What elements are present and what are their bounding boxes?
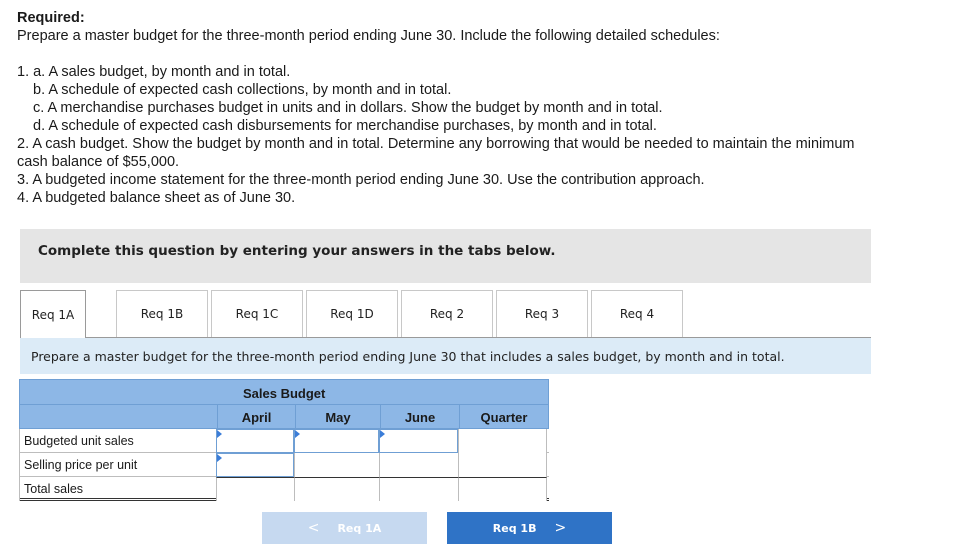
- requirement-item: 3. A budgeted income statement for the three-month period ending June 30. Use the contribution approach.: [17, 172, 705, 188]
- requirements-section: [17, 9, 967, 207]
- tab-req-4[interactable]: Req 4: [591, 290, 683, 337]
- column-headers: [20, 404, 548, 429]
- column-header-may: May: [295, 405, 380, 430]
- row-label-selling-price: Selling price per unit: [19, 453, 216, 477]
- column-header-june: June: [380, 405, 459, 430]
- sales-budget-table: [19, 379, 549, 501]
- next-button-label: Req 1B: [492, 521, 537, 535]
- required-intro: Prepare a master budget for the three-month period ending June 30. Include the following detailed schedules:: [17, 28, 720, 44]
- tab-req-3[interactable]: Req 3: [496, 290, 588, 337]
- requirement-item: c. A merchandise purchases budget in units and in dollars. Show the budget by month and in total.: [33, 100, 663, 116]
- requirement-item: 1. a. A sales budget, by month and in total.: [17, 64, 291, 80]
- requirement-item: 2. A cash budget. Show the budget by month and in total. Determine any borrowing that would be needed to maintain the minimum: [17, 136, 855, 152]
- instruction-text: Complete this question by entering your answers in the tabs below.: [38, 243, 556, 259]
- tab-req-1b[interactable]: Req 1B: [116, 290, 208, 337]
- table-row: [19, 477, 549, 501]
- input-unit-sales-may[interactable]: [294, 429, 379, 453]
- table-title: Sales Budget: [243, 386, 326, 401]
- column-header-quarter: Quarter: [459, 405, 548, 430]
- required-heading: Required:: [17, 10, 85, 26]
- cell-total-sales-april: [216, 477, 294, 501]
- chevron-left-icon: <: [307, 520, 320, 536]
- input-unit-sales-june[interactable]: [379, 429, 458, 453]
- chevron-right-icon: >: [554, 520, 567, 536]
- row-label-budgeted-unit-sales: Budgeted unit sales: [19, 429, 216, 453]
- table-row: [19, 429, 549, 453]
- prev-button-label: Req 1A: [337, 521, 382, 535]
- cell-total-sales-june: [379, 477, 458, 501]
- prompt-bar: [20, 338, 871, 374]
- instruction-banner: [20, 229, 871, 283]
- cell-selling-price-june: [379, 453, 458, 477]
- table-row: [19, 453, 549, 477]
- cell-selling-price-may: [294, 453, 379, 477]
- cell-total-sales-quarter: [458, 477, 547, 501]
- next-button[interactable]: [447, 512, 612, 544]
- prev-button: [262, 512, 427, 544]
- tab-req-1d[interactable]: Req 1D: [306, 290, 398, 337]
- tab-req-2[interactable]: Req 2: [401, 290, 493, 337]
- tab-req-1c[interactable]: Req 1C: [211, 290, 303, 337]
- cell-unit-sales-quarter: [458, 429, 547, 453]
- cell-selling-price-quarter: [458, 453, 547, 477]
- input-unit-sales-april[interactable]: [216, 429, 294, 453]
- tab-bar: [20, 290, 871, 338]
- prompt-text: Prepare a master budget for the three-month period ending June 30 that includes a sales budget, by month and in total.: [31, 349, 785, 364]
- requirement-item: b. A schedule of expected cash collections, by month and in total.: [33, 82, 452, 98]
- column-header-april: April: [217, 405, 295, 430]
- requirement-item: cash balance of $55,000.: [17, 154, 180, 170]
- input-selling-price-april[interactable]: [216, 453, 294, 477]
- requirement-item: 4. A budgeted balance sheet as of June 30.: [17, 190, 296, 206]
- tab-req-1a[interactable]: Req 1A: [20, 290, 86, 338]
- cell-total-sales-may: [294, 477, 379, 501]
- table-header: [19, 379, 549, 429]
- row-label-total-sales: Total sales: [19, 477, 216, 501]
- requirement-item: d. A schedule of expected cash disbursements for merchandise purchases, by month and in total.: [33, 118, 657, 134]
